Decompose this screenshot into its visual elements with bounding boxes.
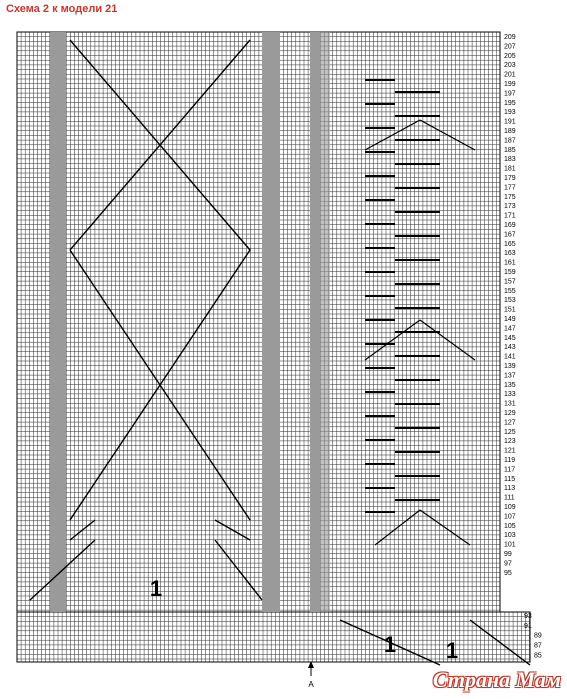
- row-number: 179: [504, 175, 516, 182]
- row-number: 201: [504, 71, 516, 79]
- row-number: 111: [504, 494, 515, 502]
- row-number: 97: [504, 560, 512, 568]
- row-number: 181: [504, 165, 516, 173]
- row-number: 85: [534, 652, 542, 660]
- row-number: 183: [504, 156, 516, 164]
- row-number: 209: [504, 34, 516, 41]
- row-number: 165: [504, 240, 516, 248]
- row-number: 139: [504, 363, 516, 370]
- row-number: 113: [504, 485, 516, 493]
- row-number: 87: [534, 642, 542, 650]
- row-number: 163: [504, 250, 516, 258]
- row-number: 115: [504, 475, 516, 483]
- row-number: 127: [504, 419, 516, 427]
- row-number: 161: [504, 259, 516, 267]
- row-number: 121: [504, 447, 516, 455]
- row-number: 149: [504, 316, 516, 323]
- row-number: 199: [504, 81, 516, 88]
- row-number: 101: [504, 541, 516, 549]
- row-number: 189: [504, 128, 516, 135]
- row-number: 205: [504, 52, 516, 60]
- row-number: 207: [504, 43, 516, 51]
- row-number: 129: [504, 410, 516, 417]
- row-number: 159: [504, 269, 516, 276]
- row-number: 155: [504, 287, 516, 295]
- watermark-logo: Страна Мам: [432, 667, 561, 692]
- shaded-columns: [50, 32, 330, 612]
- row-number: 171: [504, 212, 516, 220]
- row-number: 107: [504, 513, 516, 521]
- row-number: 187: [504, 137, 516, 145]
- row-number: 203: [504, 62, 516, 70]
- row-number: 131: [504, 400, 516, 408]
- row-number: 103: [504, 532, 516, 540]
- row-number: 173: [504, 203, 516, 211]
- row-number: 197: [504, 90, 516, 98]
- row-number: 169: [504, 222, 516, 229]
- row-number: 137: [504, 372, 516, 380]
- row-number: 167: [504, 231, 516, 239]
- row-number: 153: [504, 297, 516, 305]
- center-marker-label: A: [308, 680, 314, 689]
- row-number: 151: [504, 306, 516, 314]
- row-number: 105: [504, 522, 516, 530]
- row-number: 89: [534, 632, 542, 640]
- row-number: 157: [504, 278, 516, 286]
- row-number: 147: [504, 325, 516, 333]
- motif-label-3: 1: [445, 638, 459, 663]
- row-number: 123: [504, 438, 516, 446]
- row-number: 141: [504, 353, 516, 361]
- row-number: 93: [524, 613, 532, 620]
- motif-label-2: 1: [383, 632, 397, 657]
- row-number: 175: [504, 193, 516, 201]
- center-marker: [308, 661, 314, 689]
- chart-title: Схема 2 к модели 21: [6, 3, 118, 15]
- row-number: 91: [524, 622, 532, 630]
- row-number: 117: [504, 466, 516, 474]
- row-number: 95: [504, 569, 512, 577]
- row-number: 135: [504, 381, 516, 389]
- row-number: 109: [504, 504, 516, 511]
- row-number: 177: [504, 184, 516, 192]
- motif-label-1: 1: [149, 576, 163, 601]
- row-number: 145: [504, 334, 516, 342]
- row-number: 119: [504, 457, 516, 464]
- row-number: 99: [504, 551, 512, 558]
- row-number: 143: [504, 344, 516, 352]
- row-number: 193: [504, 109, 516, 117]
- row-number: 185: [504, 146, 516, 154]
- row-number: 133: [504, 391, 516, 399]
- row-number: 125: [504, 428, 516, 436]
- row-number: 195: [504, 99, 516, 107]
- row-number: 191: [504, 118, 516, 126]
- row-numbers: [504, 34, 542, 660]
